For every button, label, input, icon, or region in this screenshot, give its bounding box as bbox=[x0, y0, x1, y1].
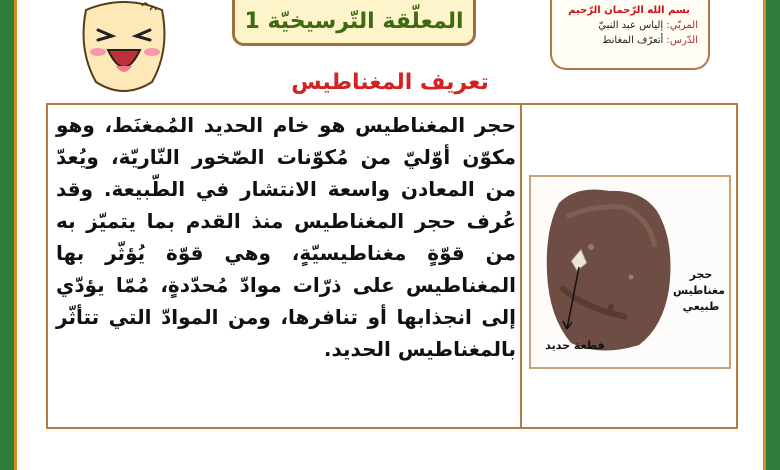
teacher-line bbox=[560, 18, 698, 33]
label-rock: حجر مغناطيس طبيعي bbox=[672, 268, 725, 313]
lesson-name: أتعرّف المغانط bbox=[602, 35, 664, 46]
bismillah: بسم الله الرّحمان الرّحيم bbox=[568, 5, 690, 16]
page-title: المعلّقة التّرسيخيّة 1 bbox=[232, 0, 476, 46]
content-table bbox=[46, 103, 738, 429]
label-iron-piece: قطعة حديد bbox=[545, 339, 605, 352]
teacher-label: المربّي: bbox=[666, 20, 698, 31]
magnetite-photo bbox=[529, 175, 731, 369]
definition-text-cell bbox=[56, 109, 516, 365]
lesson-label: الدّرس: bbox=[666, 35, 698, 46]
table-divider bbox=[520, 105, 522, 427]
teacher-name: إلياس عبد النبيّ bbox=[598, 20, 664, 31]
info-box bbox=[550, 0, 710, 70]
lesson-line bbox=[560, 33, 698, 48]
definition-paragraph: حجر المغناطيس هو خام الحديد المُمغنَط، وهو مكوّن أوّليّ من مُكوّنات الصّخور النّاريّة، ويُعدّ من المعادن واسعة الانتشار في الطّبيعة. وقد عُرف حجر المغناطيس منذ القدم بما يتميّز به من قوّةٍ مغناطيسيّةٍ، وهي قوّة يُؤثّر بها المغناطيس على ذرّات موادّ مُحدّدةٍ، مُمّا يؤدّي إلى انجذابها أو تنافرها، ومن الموادّ التي تتأثّر بالمغناطيس الحديد. bbox=[56, 113, 516, 361]
section-heading: تعريف المغناطيس bbox=[291, 70, 489, 95]
